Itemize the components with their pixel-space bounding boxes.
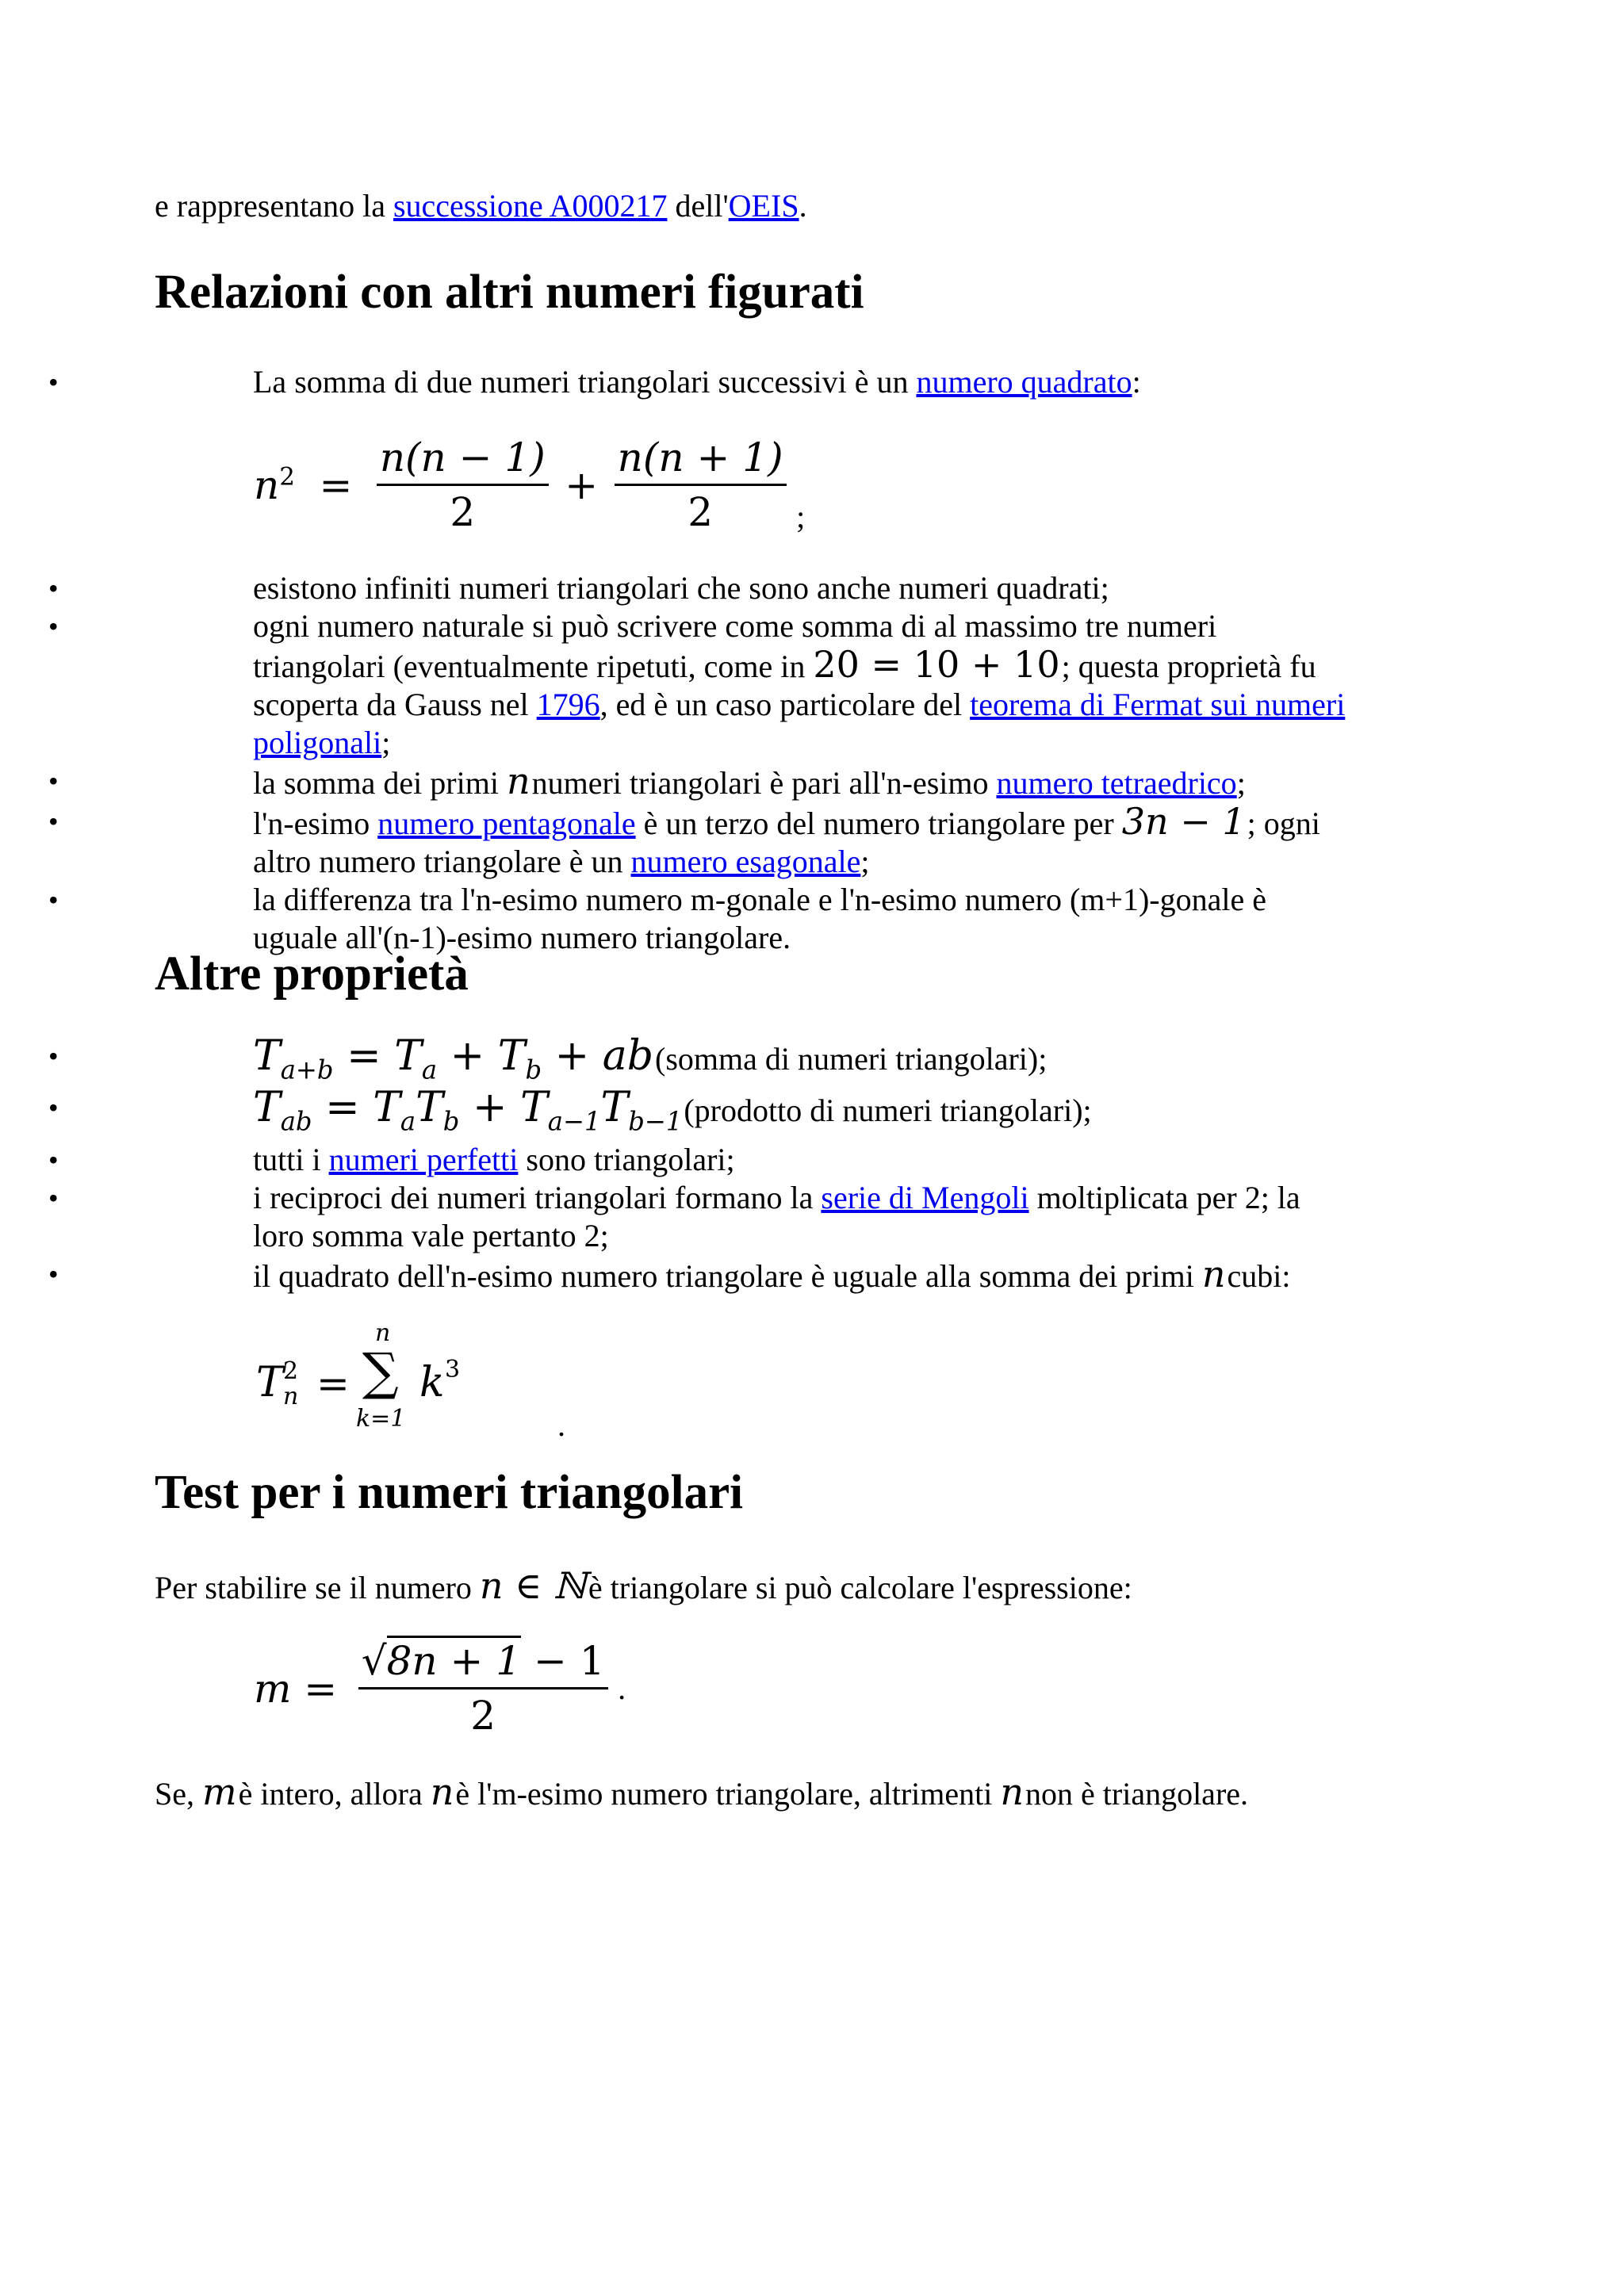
math-3n-1: 3n − 1 <box>1121 800 1246 843</box>
fraction-1 <box>377 434 549 535</box>
item-text: la differenza tra l'n-esimo numero m-gonale e l'n-esimo numero (m+1)-gonale è uguale all'(n-1)-esimo numero triangolare. <box>253 882 1266 955</box>
formula-lhs <box>254 462 295 508</box>
link-successione-a000217[interactable]: successione A000217 <box>393 188 668 224</box>
link-1796[interactable]: 1796 <box>536 687 600 722</box>
formula-var: n <box>254 461 280 508</box>
math-n-in-N: n ∈ ℕ <box>479 1564 587 1607</box>
item-text: ; questa proprietà fu scoperta da Gauss nel <box>253 649 1316 722</box>
list-item <box>0 1252 1348 1295</box>
list-item <box>0 569 1348 607</box>
math-n: n <box>430 1770 454 1813</box>
item-text: l'n-esimo <box>253 806 378 841</box>
formula-lhs <box>256 1359 284 1406</box>
item-text: esistono infiniti numeri triangolari che sono anche numeri quadrati; <box>253 570 1109 606</box>
para-text: Per stabilire se il numero <box>155 1570 480 1605</box>
formula-term: k <box>419 1359 445 1406</box>
fraction-denominator: 2 <box>450 489 476 535</box>
item-text: tutti i <box>253 1141 329 1177</box>
fraction-2 <box>615 434 787 535</box>
intro-text: dell' <box>667 188 729 224</box>
para-text: Se, <box>155 1776 202 1812</box>
formula-eq: = <box>316 1360 350 1406</box>
formula-trail: ; <box>796 499 806 534</box>
item-text: ; <box>381 725 391 760</box>
list-item <box>0 802 1348 881</box>
item-text: ; ogni altro numero triangolare è un <box>253 806 1320 879</box>
list-item <box>0 363 1503 401</box>
formula-sum-of-cubes <box>256 1319 573 1454</box>
formula-lhs-sup: 2 <box>283 1357 299 1385</box>
formula-square-sum <box>254 434 806 535</box>
test-conclusion-paragraph <box>155 1770 1503 1813</box>
math-sum-property: $T_{a+b} = T_a + T_b$ + ab <box>253 1032 654 1085</box>
formula-eq: = <box>319 461 353 508</box>
section-heading-relazioni: Relazioni con altri numeri figurati <box>155 266 864 319</box>
sigma-upper: n <box>375 1319 391 1347</box>
list-item <box>0 762 1348 802</box>
math-n: n <box>506 760 530 802</box>
link-teorema-fermat[interactable]: teorema di Fermat sui numeri poligonali <box>253 687 1346 760</box>
fraction-numerator <box>358 1638 608 1689</box>
fraction-test <box>358 1638 608 1739</box>
fraction-numerator: n(n − 1) <box>377 434 549 486</box>
formula-exp: 2 <box>279 461 295 491</box>
item-text: sono triangolari; <box>518 1141 735 1177</box>
fraction-numerator: n(n + 1) <box>615 434 787 486</box>
formula-triangular-test <box>254 1638 626 1749</box>
fraction-denominator: 2 <box>688 489 714 535</box>
link-oeis[interactable]: OEIS <box>728 188 799 224</box>
item-text: la somma dei primi <box>253 765 507 801</box>
list-item <box>0 1141 1348 1179</box>
para-text: non è triangolare. <box>1025 1776 1249 1812</box>
math-expression: 20 = 10 + 10 <box>813 643 1060 686</box>
numerator-minus: − 1 <box>521 1638 605 1684</box>
intro-paragraph <box>155 187 1503 225</box>
item-text: il quadrato dell'n-esimo numero triangolare è uguale alla somma dei primi <box>253 1257 1202 1294</box>
properties-list <box>0 1032 1348 1295</box>
math-n: n <box>1000 1770 1025 1813</box>
item-text: ; <box>860 844 870 879</box>
section-heading-altre-proprieta: Altre proprietà <box>155 947 469 1001</box>
radicand: 8n + 1 <box>387 1636 522 1684</box>
fraction-denominator: 2 <box>470 1693 496 1739</box>
para-text: è triangolare si può calcolare l'espressione: <box>588 1570 1132 1605</box>
math-20-10-10 <box>813 643 1061 686</box>
formula-lhs: m = <box>254 1665 338 1712</box>
formula-trail: . <box>618 1670 626 1706</box>
item-text: i reciproci dei numeri triangolari formano la <box>253 1179 822 1215</box>
item-text: (somma di numeri triangolari); <box>655 1041 1048 1077</box>
relations-list <box>0 363 1503 401</box>
formula-term-exp: 3 <box>445 1356 461 1383</box>
test-intro-paragraph <box>155 1564 1503 1607</box>
intro-text: . <box>799 188 807 224</box>
item-text: cubi: <box>1227 1257 1291 1294</box>
math-m: m <box>202 1770 237 1813</box>
list-item <box>0 1179 1348 1255</box>
item-text: è un terzo del numero triangolare per <box>635 806 1122 841</box>
item-text: numeri triangolari è pari all'n-esimo <box>531 765 997 801</box>
list-item <box>0 607 1348 762</box>
item-text: La somma di due numeri triangolari successivi è un <box>253 364 917 400</box>
item-text: moltiplicata per 2; la loro somma vale pertanto 2; <box>253 1179 1300 1253</box>
item-text: , ed è un caso particolare del <box>599 687 971 722</box>
relations-list-continued <box>0 569 1348 957</box>
item-text: : <box>1132 364 1141 400</box>
link-serie-di-mengoli[interactable]: serie di Mengoli <box>821 1179 1029 1215</box>
section-heading-test: Test per i numeri triangolari <box>155 1466 744 1519</box>
list-item <box>0 1084 1348 1140</box>
list-item <box>0 1032 1348 1089</box>
formula-var: T <box>256 1359 284 1406</box>
formula-lhs-sub: n <box>283 1383 299 1410</box>
intro-text: e rappresentano la <box>155 188 393 224</box>
para-text: è intero, allora <box>238 1776 431 1812</box>
link-numero-esagonale[interactable]: numero esagonale <box>630 844 861 879</box>
item-text: (prodotto di numeri triangolari); <box>684 1093 1092 1129</box>
sigma-lower: k=1 <box>356 1405 406 1433</box>
para-text: è l'm-esimo numero triangolare, altrimenti <box>455 1776 1001 1812</box>
math-product-property: $T_{ab} = T_aT_b + T_{a-1}T_{b-1}$ <box>253 1084 683 1137</box>
sigma-icon: ∑ <box>362 1343 399 1402</box>
sqrt-icon: √ <box>361 1638 387 1684</box>
formula-plus: + <box>565 461 599 508</box>
link-numero-quadrato[interactable]: numero quadrato <box>916 364 1132 400</box>
link-numero-pentagonale[interactable]: numero pentagonale <box>377 806 636 841</box>
link-numero-tetraedrico[interactable]: numero tetraedrico <box>996 765 1237 801</box>
item-text: ogni numero naturale si può scrivere come somma di al massimo tre numeri triangolari (eventualmente ripetuti, come in <box>253 608 1217 684</box>
formula-trail: . <box>557 1407 565 1443</box>
link-numeri-perfetti[interactable]: numeri perfetti <box>328 1141 519 1177</box>
item-text: ; <box>1236 765 1246 801</box>
math-n: n <box>1201 1252 1226 1295</box>
